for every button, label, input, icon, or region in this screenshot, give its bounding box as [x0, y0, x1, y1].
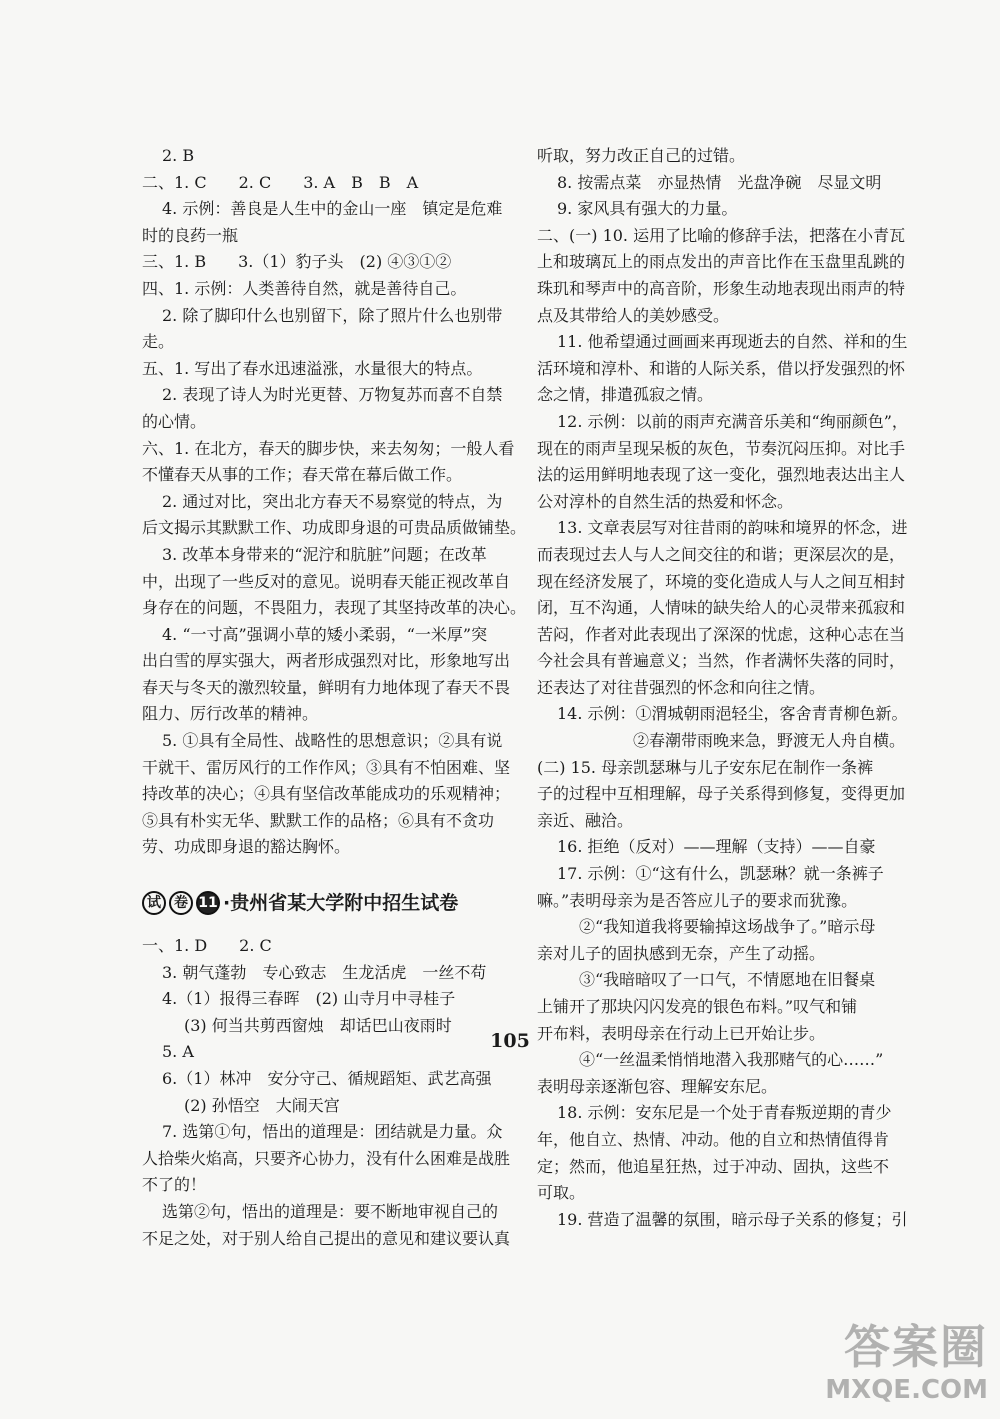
answer-line: 现在经济发展了，环境的变化造成人与人之间互相封: [537, 571, 906, 591]
answer-line: ③“我暗暗叹了一口气，不情愿地在旧餐桌: [579, 970, 876, 990]
answer-line: 五、1. 写出了春水迅速溢涨，水量很大的特点。: [142, 358, 483, 378]
answer-line: 而表现过去人与人之间交往的和谐；更深层次的是，: [537, 544, 906, 564]
answer-line: 19. 营造了温馨的氛围，暗示母子关系的修复；引: [557, 1209, 908, 1229]
answer-line: 子的过程中互相理解，母子关系得到修复，变得更加: [537, 784, 906, 804]
answer-line: 六、1. 在北方，春天的脚步快，来去匆匆；一般人看: [142, 438, 515, 458]
answer-line: 二、(一) 10. 运用了比喻的修辞手法，把落在小青瓦: [537, 225, 906, 245]
answer-line: 5. A: [162, 1042, 194, 1062]
section-heading: [142, 875, 512, 931]
left-answers-part-2: [142, 933, 512, 1252]
right-column: [537, 143, 923, 1233]
answer-line: 不足之处，对于别人给自己提出的意见和建议要认真: [142, 1228, 511, 1248]
watermark-url: MXQE.COM: [825, 1375, 988, 1405]
answer-line: 表明母亲逐渐包容、理解安东尼。: [537, 1076, 778, 1096]
answer-line: 出白雪的厚实强大，两者形成强烈对比，形象地写出: [142, 651, 511, 671]
section-number-badge: 11: [196, 891, 220, 915]
section-badge-shi: 试: [142, 891, 166, 915]
answer-line: 还表达了对往昔强烈的怀念和向往之情。: [537, 677, 826, 697]
answer-line: 2. 除了脚印什么也别留下，除了照片什么也别带: [162, 305, 503, 325]
answer-line: 亲对儿子的固执感到无奈，产生了动摇。: [537, 943, 826, 963]
answer-line: 2. 表现了诗人为时光更替、万物复苏而喜不自禁: [162, 385, 503, 405]
answer-line: 劳、功成即身退的豁达胸怀。: [142, 837, 351, 857]
answer-line: 中，出现了一些反对的意见。说明春天能正视改革自: [142, 571, 511, 591]
left-column: [142, 143, 527, 1252]
right-answers: [537, 143, 923, 1233]
answer-line: 珠玑和琴声中的高音阶，形象生动地表现出雨声的特: [537, 278, 906, 298]
answer-line: 8. 按需点菜 亦显热情 光盘净碗 尽显文明: [557, 172, 882, 192]
left-answers-part-1: [142, 143, 527, 861]
answer-line: 5. ①具有全局性、战略性的思想意识；②具有说: [162, 731, 503, 751]
answer-line: 公对淳朴的自然生活的热爱和怀念。: [537, 491, 794, 511]
answer-line: 法的运用鲜明地表现了这一变化，强烈地表达出主人: [537, 465, 906, 485]
answer-line: 11. 他希望通过画画来再现逝去的自然、祥和的生: [557, 332, 908, 352]
answer-line: 9. 家风具有强大的力量。: [557, 199, 738, 219]
answer-line: 点及其带给人的美妙感受。: [537, 305, 730, 325]
answer-line: 上和玻璃瓦上的雨点发出的声音比作在玉盘里乱跳的: [537, 252, 906, 272]
watermark-logo-text: 答案圈: [844, 1320, 988, 1374]
answer-line: 春天与冬天的激烈较量，鲜明有力地体现了春天不畏: [142, 677, 511, 697]
answer-line: 18. 示例：安东尼是一个处于青春叛逆期的青少: [557, 1103, 892, 1123]
answer-line: (二) 15. 母亲凯瑟琳与儿子安东尼在制作一条裤: [537, 757, 874, 777]
answer-line: 后文揭示其默默工作、功成即身退的可贵品质做铺垫。: [142, 518, 527, 538]
answer-line: 可取。: [537, 1183, 586, 1203]
answer-line: ⑤具有朴实无华、默默工作的品格；⑥具有不贪功: [142, 810, 495, 830]
answer-line: 念之情，排遣孤寂之情。: [537, 385, 714, 405]
answer-line: 亲近、融洽。: [537, 810, 634, 830]
answer-line: 活环境和淳朴、和谐的人际关系，借以抒发强烈的怀: [537, 358, 906, 378]
answer-line: 定；然而，他追星狂热，过于冲动、固执，这些不: [537, 1156, 890, 1176]
answer-line: ②春潮带雨晚来急，野渡无人舟自横。: [633, 731, 906, 751]
answer-line: 二、1. C 2. C 3. A B B A: [142, 172, 419, 192]
answer-line: 选第②句，悟出的道理是：要不断地审视自己的: [162, 1201, 499, 1221]
answer-line: 2. 通过对比，突出北方春天不易察觉的特点，为: [162, 491, 503, 511]
answer-line: 现在的雨声呈现呆板的灰色，节奏沉闷压抑。对比手: [537, 438, 906, 458]
answer-line: 闭，互不沟通，人情味的缺失给人的心灵带来孤寂和: [537, 598, 906, 618]
answer-line: 3. 改革本身带来的“泥泞和肮脏”问题；在改革: [162, 544, 487, 564]
answer-line: 干就干、雷厉风行的工作作风；③具有不怕困难、坚: [142, 757, 511, 777]
answer-line: 6.（1）林冲 安分守己、循规蹈矩、武艺高强: [162, 1069, 492, 1088]
answer-line: 时的良药一瓶: [142, 225, 239, 245]
section-badge-juan: 卷: [169, 891, 193, 915]
answer-line: 身存在的问题，不畏阻力，表现了其坚持改革的决心。: [142, 598, 527, 618]
answer-line: 今社会具有普遍意义；当然，作者满怀失落的同时，: [537, 651, 906, 671]
answer-line: (3) 何当共剪西窗烛 却话巴山夜雨时: [184, 1015, 452, 1035]
answer-line: 年，他自立、热情、冲动。他的自立和热情值得肯: [537, 1129, 890, 1149]
answer-line: (2) 孙悟空 大闹天宫: [184, 1095, 340, 1115]
answer-line: 四、1. 示例：人类善待自然，就是善待自己。: [142, 278, 467, 298]
answer-line: 三、1. B 3.（1）豹子头 (2) ④③①②: [142, 252, 452, 272]
answer-line: 嘛。”表明母亲为是否答应儿子的要求而犹豫。: [537, 890, 858, 910]
section-title: ·贵州省某大学附中招生试卷: [223, 891, 459, 914]
answer-line: 3. 朝气蓬勃 专心致志 生龙活虎 一丝不苟: [162, 962, 487, 982]
page-number: 105: [490, 1030, 530, 1052]
answer-line: 4.（1）报得三春晖 (2) 山寺月中寻桂子: [162, 989, 456, 1009]
answer-line: 14. 示例：①渭城朝雨浥轻尘，客舍青青柳色新。: [557, 704, 908, 724]
answer-line: 不了的！: [142, 1175, 207, 1195]
answer-line: 4. “一寸高”强调小草的矮小柔弱，“一米厚”突: [162, 624, 488, 644]
answer-line: 12. 示例：以前的雨声充满音乐美和“绚丽颜色”，: [557, 411, 908, 431]
answer-line: 不懂春天从事的工作；春天常在幕后做工作。: [142, 465, 463, 485]
answer-line: 听取，努力改正自己的过错。: [537, 146, 746, 165]
answer-line: 苦闷，作者对此表现出了深深的忧虑，这种心志在当: [537, 624, 906, 644]
answer-line: 开布料，表明母亲在行动上已开始让步。: [537, 1023, 826, 1043]
answer-line: 走。: [142, 332, 175, 352]
answer-line: 13. 文章表层写对往昔雨的韵味和境界的怀念，进: [557, 518, 908, 538]
answer-line: 2. B: [162, 146, 195, 165]
answer-line: 人拾柴火焰高，只要齐心协力，没有什么困难是战胜: [142, 1148, 511, 1168]
answer-line: 16. 拒绝（反对）——理解（支持）——自豪: [557, 837, 876, 857]
answer-line: ④“一丝温柔悄悄地潜入我那赌气的心……”: [579, 1050, 884, 1070]
answer-line: 的心情。: [142, 411, 207, 431]
answer-line: ②“我知道我将要输掉这场战争了。”暗示母: [579, 917, 876, 937]
answer-line: 阻力、厉行改革的精神。: [142, 704, 319, 724]
answer-line: 上铺开了那块闪闪发亮的银色布料。”叹气和铺: [537, 997, 858, 1016]
answer-line: 4. 示例：善良是人生中的金山一座 镇定是危难: [162, 199, 503, 219]
answer-line: 一、1. D 2. C: [142, 936, 272, 956]
answer-line: 7. 选第①句，悟出的道理是：团结就是力量。众: [162, 1122, 503, 1142]
watermark-logo: [808, 1319, 988, 1411]
answer-line: 17. 示例：①“这有什么，凯瑟琳？就一条裤子: [557, 864, 884, 884]
answer-line: 持改革的决心；④具有坚信改革能成功的乐观精神；: [142, 784, 511, 804]
